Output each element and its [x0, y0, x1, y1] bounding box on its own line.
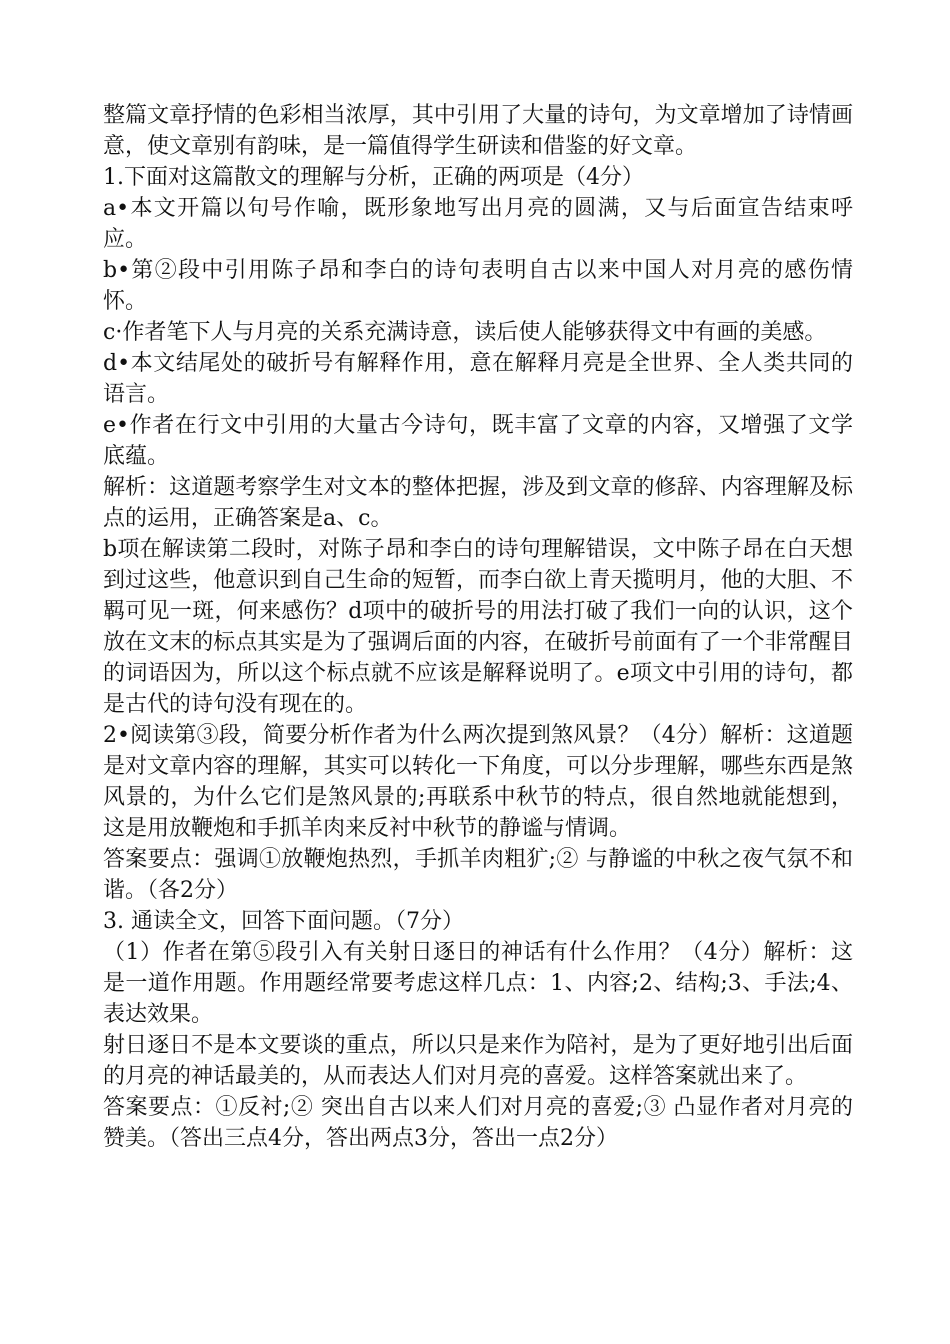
- analysis-1: 解析：这道题考察学生对文本的整体把握，涉及到文章的修辞、内容理解及标点的运用，正确答案是a、c。: [103, 475, 853, 531]
- option-a: a•本文开篇以句号作喻，既形象地写出月亮的圆满，又与后面宣告结束呼应。: [103, 196, 853, 252]
- option-c: c·作者笔下人与月亮的关系充满诗意，读后使人能够获得文中有画的美感。: [103, 320, 827, 345]
- question-3: 3. 通读全文，回答下面问题。（7分）: [103, 909, 464, 934]
- option-d: d•本文结尾处的破折号有解释作用，意在解释月亮是全世界、全人类共同的语言。: [103, 351, 853, 407]
- document-page: [103, 100, 853, 1154]
- question-1: 1.下面对这篇散文的理解与分析，正确的两项是（4分）: [103, 165, 644, 190]
- answer-2: 答案要点：强调①放鞭炮热烈，手抓羊肉粗犷;② 与静谧的中秋之夜气氛不和谐。（各2分）: [103, 847, 853, 903]
- intro-paragraph: 整篇文章抒情的色彩相当浓厚，其中引用了大量的诗句，为文章增加了诗情画意，使文章别有韵味，是一篇值得学生研读和借鉴的好文章。: [103, 103, 853, 159]
- analysis-3-1: 射日逐日不是本文要谈的重点，所以只是来作为陪衬，是为了更好地引出后面的月亮的神话最美的，从而表达人们对月亮的喜爱。这样答案就出来了。: [103, 1033, 853, 1089]
- option-e: e•作者在行文中引用的大量古今诗句，既丰富了文章的内容，又增强了文学底蕴。: [103, 413, 853, 469]
- analysis-1-detail: b项在解读第二段时，对陈子昂和李白的诗句理解错误，文中陈子昂在白天想到过这些，他意识到自己生命的短暂，而李白欲上青天揽明月，他的大胆、不羁可见一斑，何来感伤？d项中的破折号的用法打破了我们一向的认识，这个放在文末的标点其实是为了强调后面的内容，在破折号前面有了一个非常醒目的词语因为，所以这个标点就不应该是解释说明了。e项文中引用的诗句，都是古代的诗句没有现在的。: [103, 537, 853, 717]
- option-b: b•第②段中引用陈子昂和李白的诗句表明自古以来中国人对月亮的感伤情怀。: [103, 258, 853, 314]
- question-2: 2•阅读第③段，简要分析作者为什么两次提到煞风景？（4分）解析：这道题是对文章内容的理解，其实可以转化一下角度，可以分步理解，哪些东西是煞风景的，为什么它们是煞风景的;再联系中秋节的特点，很自然地就能想到，这是用放鞭炮和手抓羊肉来反衬中秋节的静谧与情调。: [103, 723, 853, 841]
- answer-3-1: 答案要点：①反衬;② 突出自古以来人们对月亮的喜爱;③ 凸显作者对月亮的赞美。（答出三点4分，答出两点3分，答出一点2分）: [103, 1095, 853, 1151]
- question-3-1: （1）作者在第⑤段引入有关射日逐日的神话有什么作用？（4分）解析：这是一道作用题。作用题经常要考虑这样几点：1、内容;2、结构;3、手法;4、表达效果。: [103, 940, 853, 1027]
